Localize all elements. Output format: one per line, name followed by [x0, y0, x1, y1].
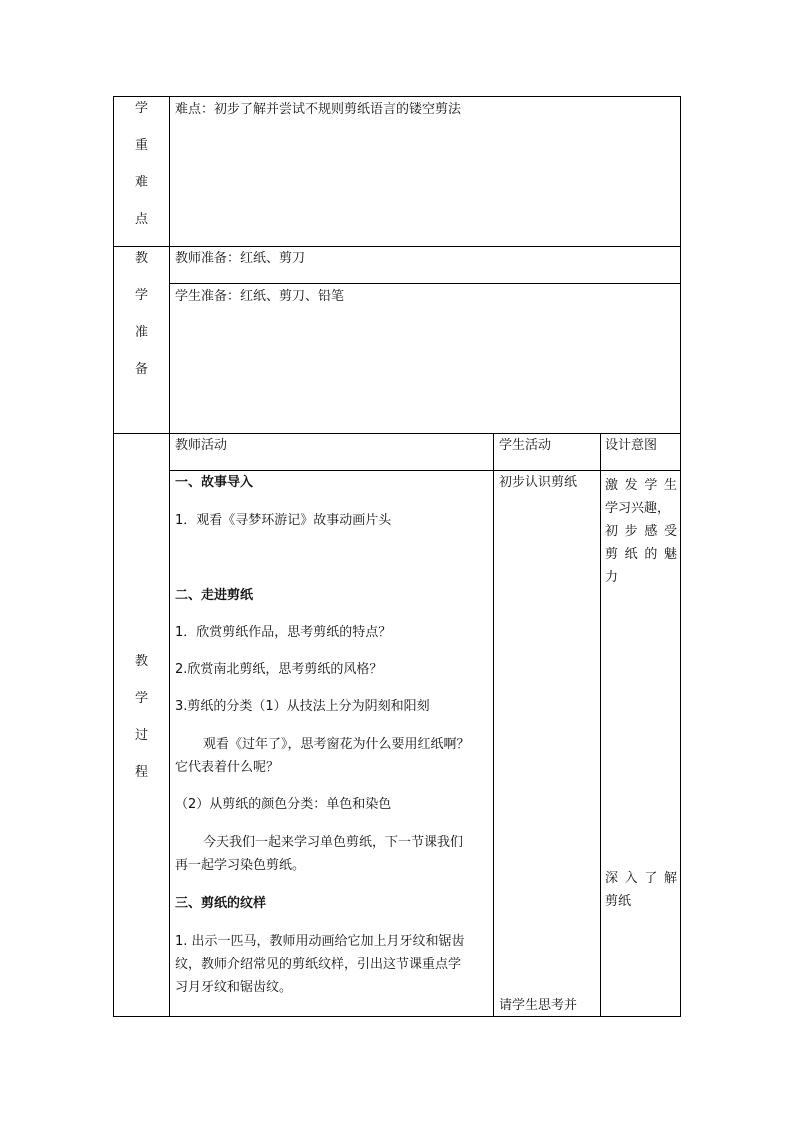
activity-line: 2.欣赏南北剪纸，思考剪纸的风格？: [175, 662, 383, 677]
key-points-label: 学 重 难 点: [134, 101, 148, 227]
activity-line: 再一起学习染色剪纸。: [175, 858, 306, 873]
design-intent-header: 设计意图: [605, 438, 658, 453]
design-intent-text: 激发学生 学习兴趣， 初步感受 剪纸的魅 力: [605, 478, 677, 585]
row-divider: [114, 246, 680, 247]
row-divider: [114, 433, 680, 434]
header-divider: [169, 470, 680, 471]
student-activity-header: 学生活动: [499, 438, 552, 453]
activity-line: （2）从剪纸的颜色分类：单色和染色: [175, 797, 392, 812]
activity-line: 习月牙纹和锯齿纹。: [175, 980, 293, 995]
process-label: 教 学 过 程: [134, 654, 148, 780]
activity-line: 今天我们一起来学习单色剪纸，下一节课我们: [203, 835, 464, 850]
lesson-plan-table: [113, 96, 681, 1017]
activity-line: 纹，教师介绍常见的剪纸纹样，引出这节课重点学: [175, 957, 462, 972]
preparation-label: 教 学 准 备: [134, 251, 148, 377]
activity-line: 它代表着什么呢？: [175, 760, 280, 775]
teacher-preparation: 教师准备：红纸、剪刀: [175, 251, 306, 266]
activity-line: 1. 出示一匹马，教师用动画给它加上月牙纹和锯齿: [175, 934, 465, 949]
papercut-patterns-heading: 三、剪纸的纹样: [175, 896, 267, 911]
label-column-divider: [169, 97, 170, 1016]
student-column-divider: [493, 433, 494, 1016]
row-divider: [169, 283, 680, 284]
teacher-activity-header: 教师活动: [175, 438, 228, 453]
activity-line: 1．观看《寻梦环游记》故事动画片头: [175, 513, 392, 528]
difficulty-text: 难点：初步了解并尝试不规则剪纸语言的镂空剪法: [175, 102, 462, 117]
student-activity-text: 请学生思考并: [499, 998, 578, 1013]
activity-line: 3.剪纸的分类（1）从技法上分为阴刻和阳刻: [175, 699, 430, 714]
design-column-divider: [600, 433, 601, 1016]
activity-line: 1．欣赏剪纸作品，思考剪纸的特点？: [175, 625, 392, 640]
student-preparation: 学生准备：红纸、剪刀、铅笔: [175, 289, 345, 304]
student-activity-text: 初步认识剪纸: [499, 475, 578, 490]
design-intent-text: 深入了解 剪纸: [605, 871, 677, 909]
activity-line: 观看《过年了》，思考窗花为什么要用红纸啊？: [203, 737, 470, 752]
story-intro-heading: 一、故事导入: [175, 475, 254, 490]
enter-papercut-heading: 二、走进剪纸: [175, 588, 254, 603]
